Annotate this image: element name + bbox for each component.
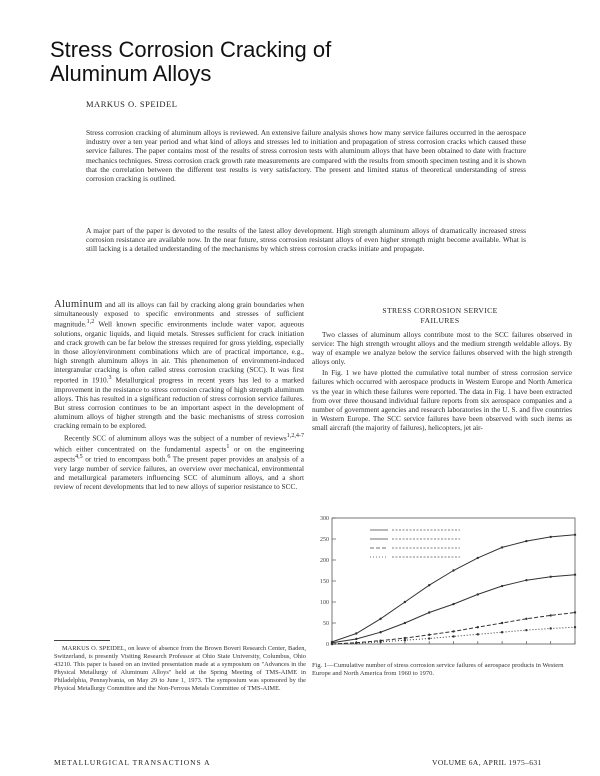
section-heading-line-2: FAILURES: [420, 316, 460, 325]
title-line-1: Stress Corrosion Cracking of: [50, 37, 332, 62]
author-name: MARKUS O. SPEIDEL: [86, 99, 178, 109]
data-point: [525, 579, 527, 581]
data-point: [501, 585, 503, 587]
intro-paragraph-2: [54, 432, 304, 491]
reference-marker: 6: [167, 454, 171, 461]
section-heading-line-1: STRESS CORROSION SERVICE: [382, 306, 498, 315]
intro-text-e: which either concentrated on the fundamental aspects: [54, 444, 227, 454]
data-point: [428, 584, 430, 586]
series-line-3: [332, 613, 575, 645]
intro-paragraph-1: [54, 300, 304, 430]
data-point: [525, 540, 527, 542]
author-footnote: [54, 645, 306, 695]
y-tick-label: 0: [326, 642, 329, 649]
data-point: [428, 634, 430, 636]
data-point: [574, 574, 576, 576]
data-point: [404, 622, 406, 624]
y-tick-label: 300: [320, 516, 329, 523]
intro-text-c: Metallurgical progress in recent years has led to a marked improvement in the resistance to stress corrosion cracking of high strength aluminum alloys. This has resulted in a significant reduction of stress corrosion service failures. But stress corrosion continues to be an important aspect in the development of aluminum alloys of higher strength and the basic mechanisms of stress corrosion cracking remain to be explored.: [54, 375, 305, 431]
intro-text-f: or on the engineering aspects: [54, 444, 305, 464]
footnote-text: MARKUS O. SPEIDEL, on leave of absence from the Brown Boveri Research Center, Baden, Switzerland, is presently Visiting Research Professor at Ohio State University, Columbus, Ohio 43210. This paper is based on an invited presentation made at a symposium on "Advances in the Physical Metallurgy of Aluminum Alloys" held at the Spring Meeting of TMS-AIME in Philadelphia, Pennsylvania, on May 29 to June 1, 1973. The symposium was sponsored by the Physical Metallurgy Committee and the Non-Ferrous Metals Committee of TMS-AIME.: [54, 645, 306, 692]
abstract-paragraph-1: Stress corrosion cracking of aluminum alloys is reviewed. An extensive failure analysis shows how many service failures occurred in the aerospace industry over a ten year period and what kind of alloys and stresses led to initiation and propagation of stress corrosion cracks which caused these service failures. The paper contains most of the results of stress corrosion tests with aluminum alloys that have been obtained to date with fracture mechanics techniques. Stress corrosion crack growth rate measurements are compared with the results from smooth specimen testing and it is shown that the correlation between the different test results is very satisfactory. The present and limited status of theoretical understanding of stress corrosion cracking is outlined.: [86, 128, 526, 184]
y-tick-label: 100: [320, 600, 329, 607]
plot-frame: [332, 518, 575, 644]
article-title: [50, 38, 331, 86]
data-point: [355, 642, 357, 644]
data-point: [428, 611, 430, 613]
title-line-2: Aluminum Alloys: [50, 61, 212, 86]
intro-text-b: Well known specific environments include water vapor, aqueous solutions, organic liquids, and liquid metals. Stresses sufficient for crack initiation and crack growth can be far below the stresses required for gross yielding, especially in those alloy/environment combinations which are of practical importance, e.g., high strength aluminum alloys in air. This phenomenon of environment-induced intergranular cracking is often called stress corrosion cracking (SCC). It was first reported in 1910.: [54, 319, 304, 385]
y-tick-label: 250: [320, 537, 329, 544]
data-point: [452, 635, 454, 637]
data-point: [404, 601, 406, 603]
data-point: [379, 641, 381, 643]
y-tick-label: 200: [320, 558, 329, 565]
data-point: [574, 611, 576, 613]
data-point: [477, 633, 479, 635]
right-column: [312, 330, 572, 434]
reference-marker: 4,5: [75, 454, 83, 461]
data-point: [501, 631, 503, 633]
data-point: [331, 643, 333, 645]
section-paragraph-1: Two classes of aluminum alloys contribute most to the SCC failures observed in service: The high strength wrought alloys and the medium strength weldable alloys. By way of example we analyze below the service failures observed with the high strength alloys only.: [312, 330, 572, 367]
data-point: [477, 557, 479, 559]
data-point: [477, 626, 479, 628]
data-point: [452, 630, 454, 632]
data-point: [379, 618, 381, 620]
left-column: [54, 300, 304, 493]
volume-page: VOLUME 6A, APRIL 1975–631: [432, 758, 542, 767]
series-line-1: [332, 535, 575, 642]
y-tick-label: 150: [320, 579, 329, 586]
intro-text-h: The present paper provides an analysis of a very large number of service failures, an overview over mechanical, environmental and metallurgical parameters influencing SCC of aluminum alloys, and a short review of recent developments that led to new alloys of superior resistance to SCC.: [54, 454, 304, 491]
figure-1-chart: [310, 512, 585, 656]
data-point: [452, 569, 454, 571]
reference-marker: 1,2: [86, 319, 95, 326]
data-point: [404, 639, 406, 641]
data-point: [501, 622, 503, 624]
section-paragraph-2: In Fig. 1 we have plotted the cumulative total number of stress corrosion service failures which occurred with aerospace products in Western Europe and North America vs the year in which these failures were reported. The data in Fig. 1 have been extracted from over three thousand individual failure reports from six aerospace companies and a number of government agencies and research laboratories in the U. S. and five countries in Western Europe. The SCC service failures have been observed with such items as small aircraft (the majority of failures), helicopters, jet air-: [312, 368, 572, 432]
data-point: [550, 614, 552, 616]
data-point: [550, 536, 552, 538]
reference-marker: 1: [226, 443, 230, 450]
y-tick-label: 50: [323, 621, 329, 628]
data-point: [355, 638, 357, 640]
data-point: [379, 631, 381, 633]
abstract-paragraph-2: A major part of the paper is devoted to the results of the latest alloy development. High strength aluminum alloys of dramatically increased stress corrosion resistance are available now. In the near future, stress corrosion resistant alloys of even higher strength might become available. What is still lacking is a detailed understanding of the mechanisms by which stress corrosion cracks initiate and propagate.: [86, 226, 526, 254]
data-point: [574, 626, 576, 628]
intro-text-d: Recently SCC of aluminum alloys was the subject of a number of reviews: [64, 433, 287, 443]
section-heading: [320, 306, 560, 326]
intro-text-g: or tried to encompass both.: [82, 454, 168, 464]
journal-name: METALLURGICAL TRANSACTIONS A: [54, 758, 211, 767]
data-point: [550, 576, 552, 578]
data-point: [550, 627, 552, 629]
data-point: [477, 593, 479, 595]
reference-marker: 1,2,4-7: [286, 433, 304, 440]
data-point: [452, 603, 454, 605]
intro-text-a: and all its alloys can fail by cracking along grain boundaries when simultaneously exposed to specific environments and stresses of sufficient magnitude.: [54, 300, 304, 329]
dropcap-word: Aluminum: [54, 299, 103, 310]
footnote-divider: [54, 640, 110, 641]
figure-caption: Fig. 1—Cumulative number of stress corrosion service failures of aerospace products in Western Europe and North America from 1960 to 1970.: [312, 662, 564, 677]
data-point: [525, 618, 527, 620]
data-point: [355, 632, 357, 634]
reference-marker: 3: [108, 375, 112, 382]
data-point: [428, 637, 430, 639]
data-point: [501, 546, 503, 548]
data-point: [404, 637, 406, 639]
data-point: [525, 629, 527, 631]
chart-svg: [310, 512, 585, 656]
data-point: [574, 534, 576, 536]
